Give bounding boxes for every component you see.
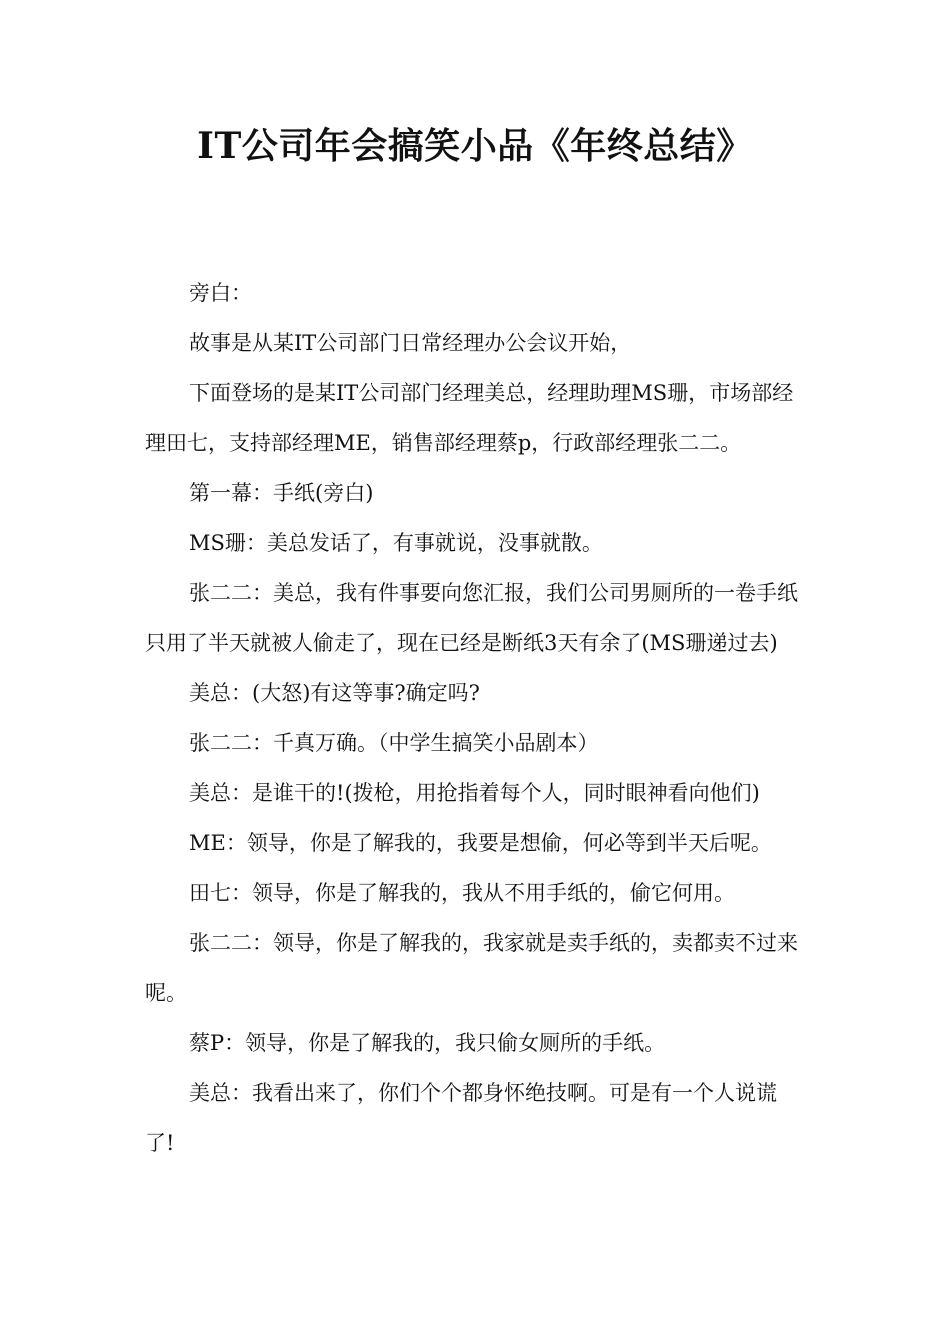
paragraph-dialogue: ME：领导，你是了解我的，我要是想偷，何必等到半天后呢。 <box>189 831 772 855</box>
paragraph-dialogue: 田七：领导，你是了解我的，我从不用手纸的，偷它何用。 <box>189 881 735 905</box>
paragraph-narrator-label: 旁白： <box>189 281 252 305</box>
paragraph-dialogue: 美总：我看出来了，你们个个都身怀绝技啊。可是有一个人说谎了! <box>145 1081 777 1155</box>
document-title: IT公司年会搞笑小品《年终总结》 <box>197 125 753 167</box>
paragraph-dialogue: 张二二：美总，我有件事要向您汇报，我们公司男厕所的一卷手纸只用了半天就被人偷走了，现在已经是断纸3天有余了(MS珊递过去) <box>145 581 798 655</box>
paragraph-dialogue: 张二二：千真万确。（中学生搞笑小品剧本） <box>189 731 599 755</box>
paragraph-dialogue: 美总：(大怒)有这等事?确定吗? <box>189 681 480 705</box>
document-body <box>145 268 805 1168</box>
paragraph-dialogue: 张二二：领导，你是了解我的，我家就是卖手纸的，卖都卖不过来呢。 <box>145 931 798 1005</box>
paragraph-dialogue: 蔡P：领导，你是了解我的，我只偷女厕所的手纸。 <box>189 1031 666 1055</box>
paragraph-cast-intro: 下面登场的是某IT公司部门经理美总，经理助理MS珊，市场部经理田七，支持部经理ME，销售部经理蔡p，行政部经理张二二。 <box>145 381 794 455</box>
paragraph-story-intro: 故事是从某IT公司部门日常经理办公会议开始， <box>189 331 632 355</box>
paragraph-dialogue: 美总：是谁干的!(拨枪，用抢指着每个人，同时眼神看向他们) <box>189 781 760 805</box>
paragraph-act-one-heading: 第一幕：手纸(旁白) <box>189 481 374 505</box>
paragraph-dialogue: MS珊：美总发话了，有事就说，没事就散。 <box>189 531 603 555</box>
